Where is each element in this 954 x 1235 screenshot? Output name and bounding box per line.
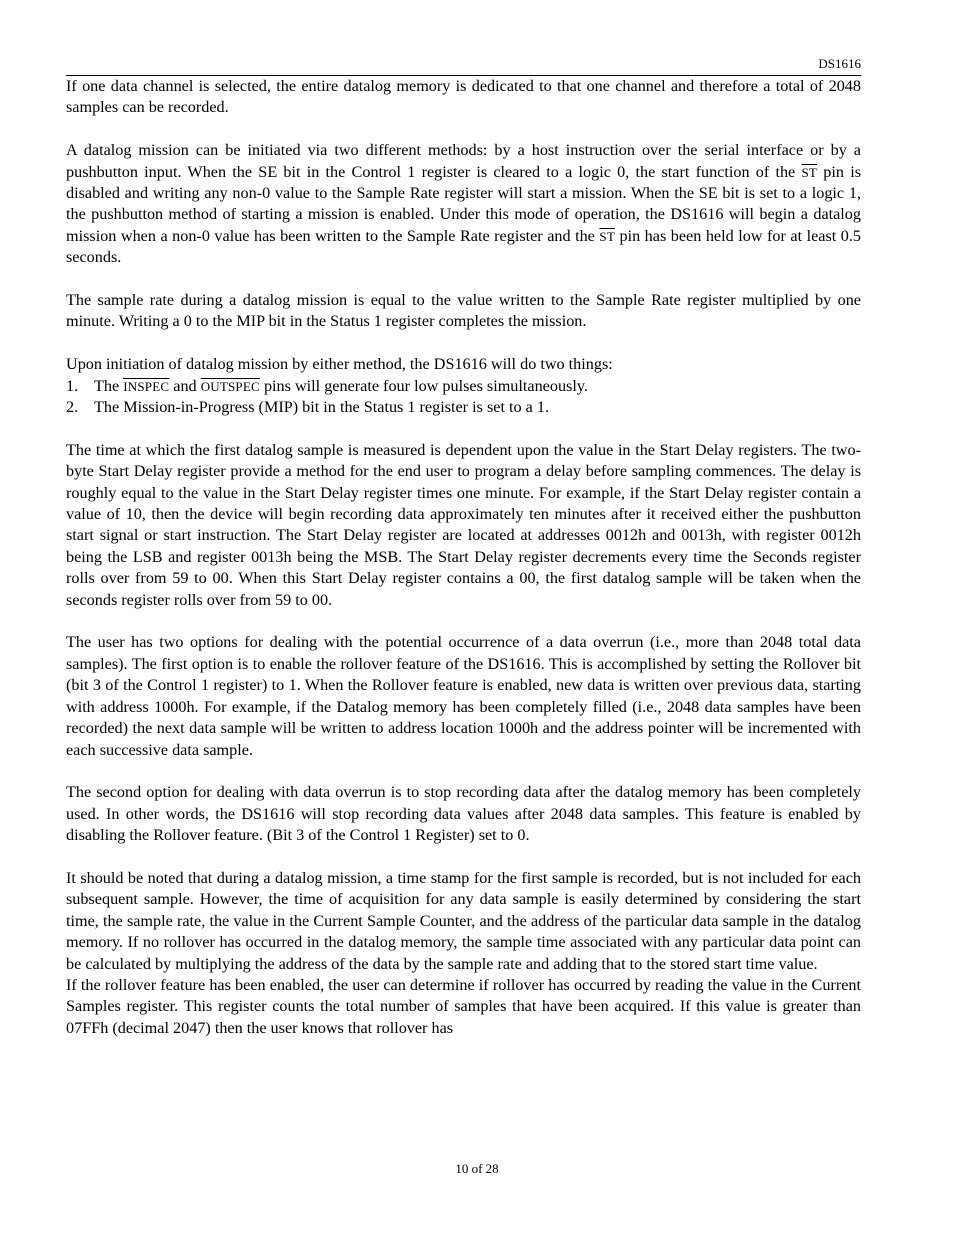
paragraph-mission-init-part2: pin is disabled and writing any non-0 value to the Sample Rate register will start a mission. When the SE bit is set to a logic 1, the pushbutton method of starting a mission is enabled. Under this mode of operation, the DS1616 will begin a datalog mission when a non-0 value has been written to the Sample Rate register and the (66, 162, 862, 245)
paragraph-mission-init-part1: A datalog mission can be initiated via two different methods: by a host instruction over the serial interface or by a pushbutton input. When the SE bit in the Control 1 register is cleared to a logic 0, the start function of the (66, 141, 861, 181)
list-text-part: pins will generate four low pulses simultaneously. (263, 376, 588, 395)
list-text-part: The (94, 376, 120, 395)
list-text: The Mission-in-Progress (MIP) bit in the Status 1 register is set to a 1. (94, 398, 550, 417)
list-item (66, 376, 861, 397)
paragraph-mission-init-part3: pin has been held low for at least 0.5 seconds. (66, 226, 862, 267)
paragraph-rollover-option2: The second option for dealing with data overrun is to stop recording data after the datalog memory has been completely used. In other words, the DS1616 will stop recording data values after 2048 data samples. This feature is enabled by disabling the Rollover feature. (Bit 3 of the Control 1 Register) set to 0. (66, 783, 861, 845)
initiation-list (66, 376, 861, 419)
list-text (94, 376, 588, 397)
paragraph-sample-rate: The sample rate during a datalog mission is equal to the value written to the Sample Rate register multiplied by one minute. Writing a 0 to the MIP bit in the Status 1 register completes the mission. (66, 291, 861, 331)
page-body (66, 76, 861, 1039)
list-number: 2. (66, 398, 79, 417)
document-header-title: DS1616 (818, 56, 861, 71)
st-pin-signal-2: $\overline{ST}$ (599, 228, 615, 244)
list-item (66, 397, 861, 418)
paragraph-initiation-intro: Upon initiation of datalog mission by either method, the DS1616 will do two things: (66, 355, 613, 374)
outspec-signal: OUTSPEC (200, 378, 260, 394)
inspec-signal: INSPEC (123, 378, 170, 394)
list-number: 1. (66, 376, 79, 395)
st-pin-signal: $\overline{ST}$ (801, 164, 818, 180)
paragraph-time-stamp: It should be noted that during a datalog mission, a time stamp for the first sample is recorded, but is not included for each subsequent sample. However, the time of acquisition for any data sample is easily determined by considering the start time, the sample rate, the value in the Current Sample Counter, and the address of the particular data sample in the datalog memory. If no rollover has occurred in the datalog memory, the sample time associated with any particular data point can be calculated by multiplying the address of the data by the sample rate and adding that to the stored start time value. (66, 868, 861, 973)
paragraph-mission-init (66, 140, 861, 268)
page-number: 10 of 28 (455, 1161, 499, 1176)
paragraph-rollover-option1: The user has two options for dealing with the potential occurrence of a data overrun (i.e., more than 2048 total data samples). The first option is to enable the rollover feature of the DS1616. This is accomplished by setting the Rollover bit (bit 3 of the Control 1 register) to 1. When the Rollover feature is enabled, new data is written over previous data, starting with address 1000h. For example, if the Datalog memory has been completely filled (i.e., 2048 data samples have been recorded) the next data sample will be written to address location 1000h and the address pointer will be incremented with each successive data sample. (66, 633, 861, 759)
paragraph-start-delay: The time at which the first datalog sample is measured is dependent upon the value in the Start Delay registers. The two-byte Start Delay register provide a method for the end user to program a delay before sampling commences. The delay is roughly equal to the value in the Start Delay register times one minute. For example, if the Start Delay register contain a value of 10, then the device will begin recording data approximately ten minutes after it received either the pushbutton start signal or start instruction. The Start Delay register are located at addresses 0012h and 0013h, with register 0012h being the LSB and register 0013h being the MSB. The Start Delay register decrements every time the Seconds register rolls over from 59 to 00. When this Start Delay register contains a 00, the first datalog sample will be taken when the seconds register rolls over from 59 to 00. (66, 440, 861, 609)
paragraph-rollover-detect: If the rollover feature has been enabled, the user can determine if rollover has occurred by reading the value in the Current Samples register. This register counts the total number of samples that have been acquired. If this value is greater than 07FFh (decimal 2047) then the user knows that rollover has (66, 975, 861, 1037)
paragraph-channel: If one data channel is selected, the entire datalog memory is dedicated to that one channel and therefore a total of 2048 samples can be recorded. (66, 77, 861, 117)
list-text-part: and (173, 376, 197, 395)
